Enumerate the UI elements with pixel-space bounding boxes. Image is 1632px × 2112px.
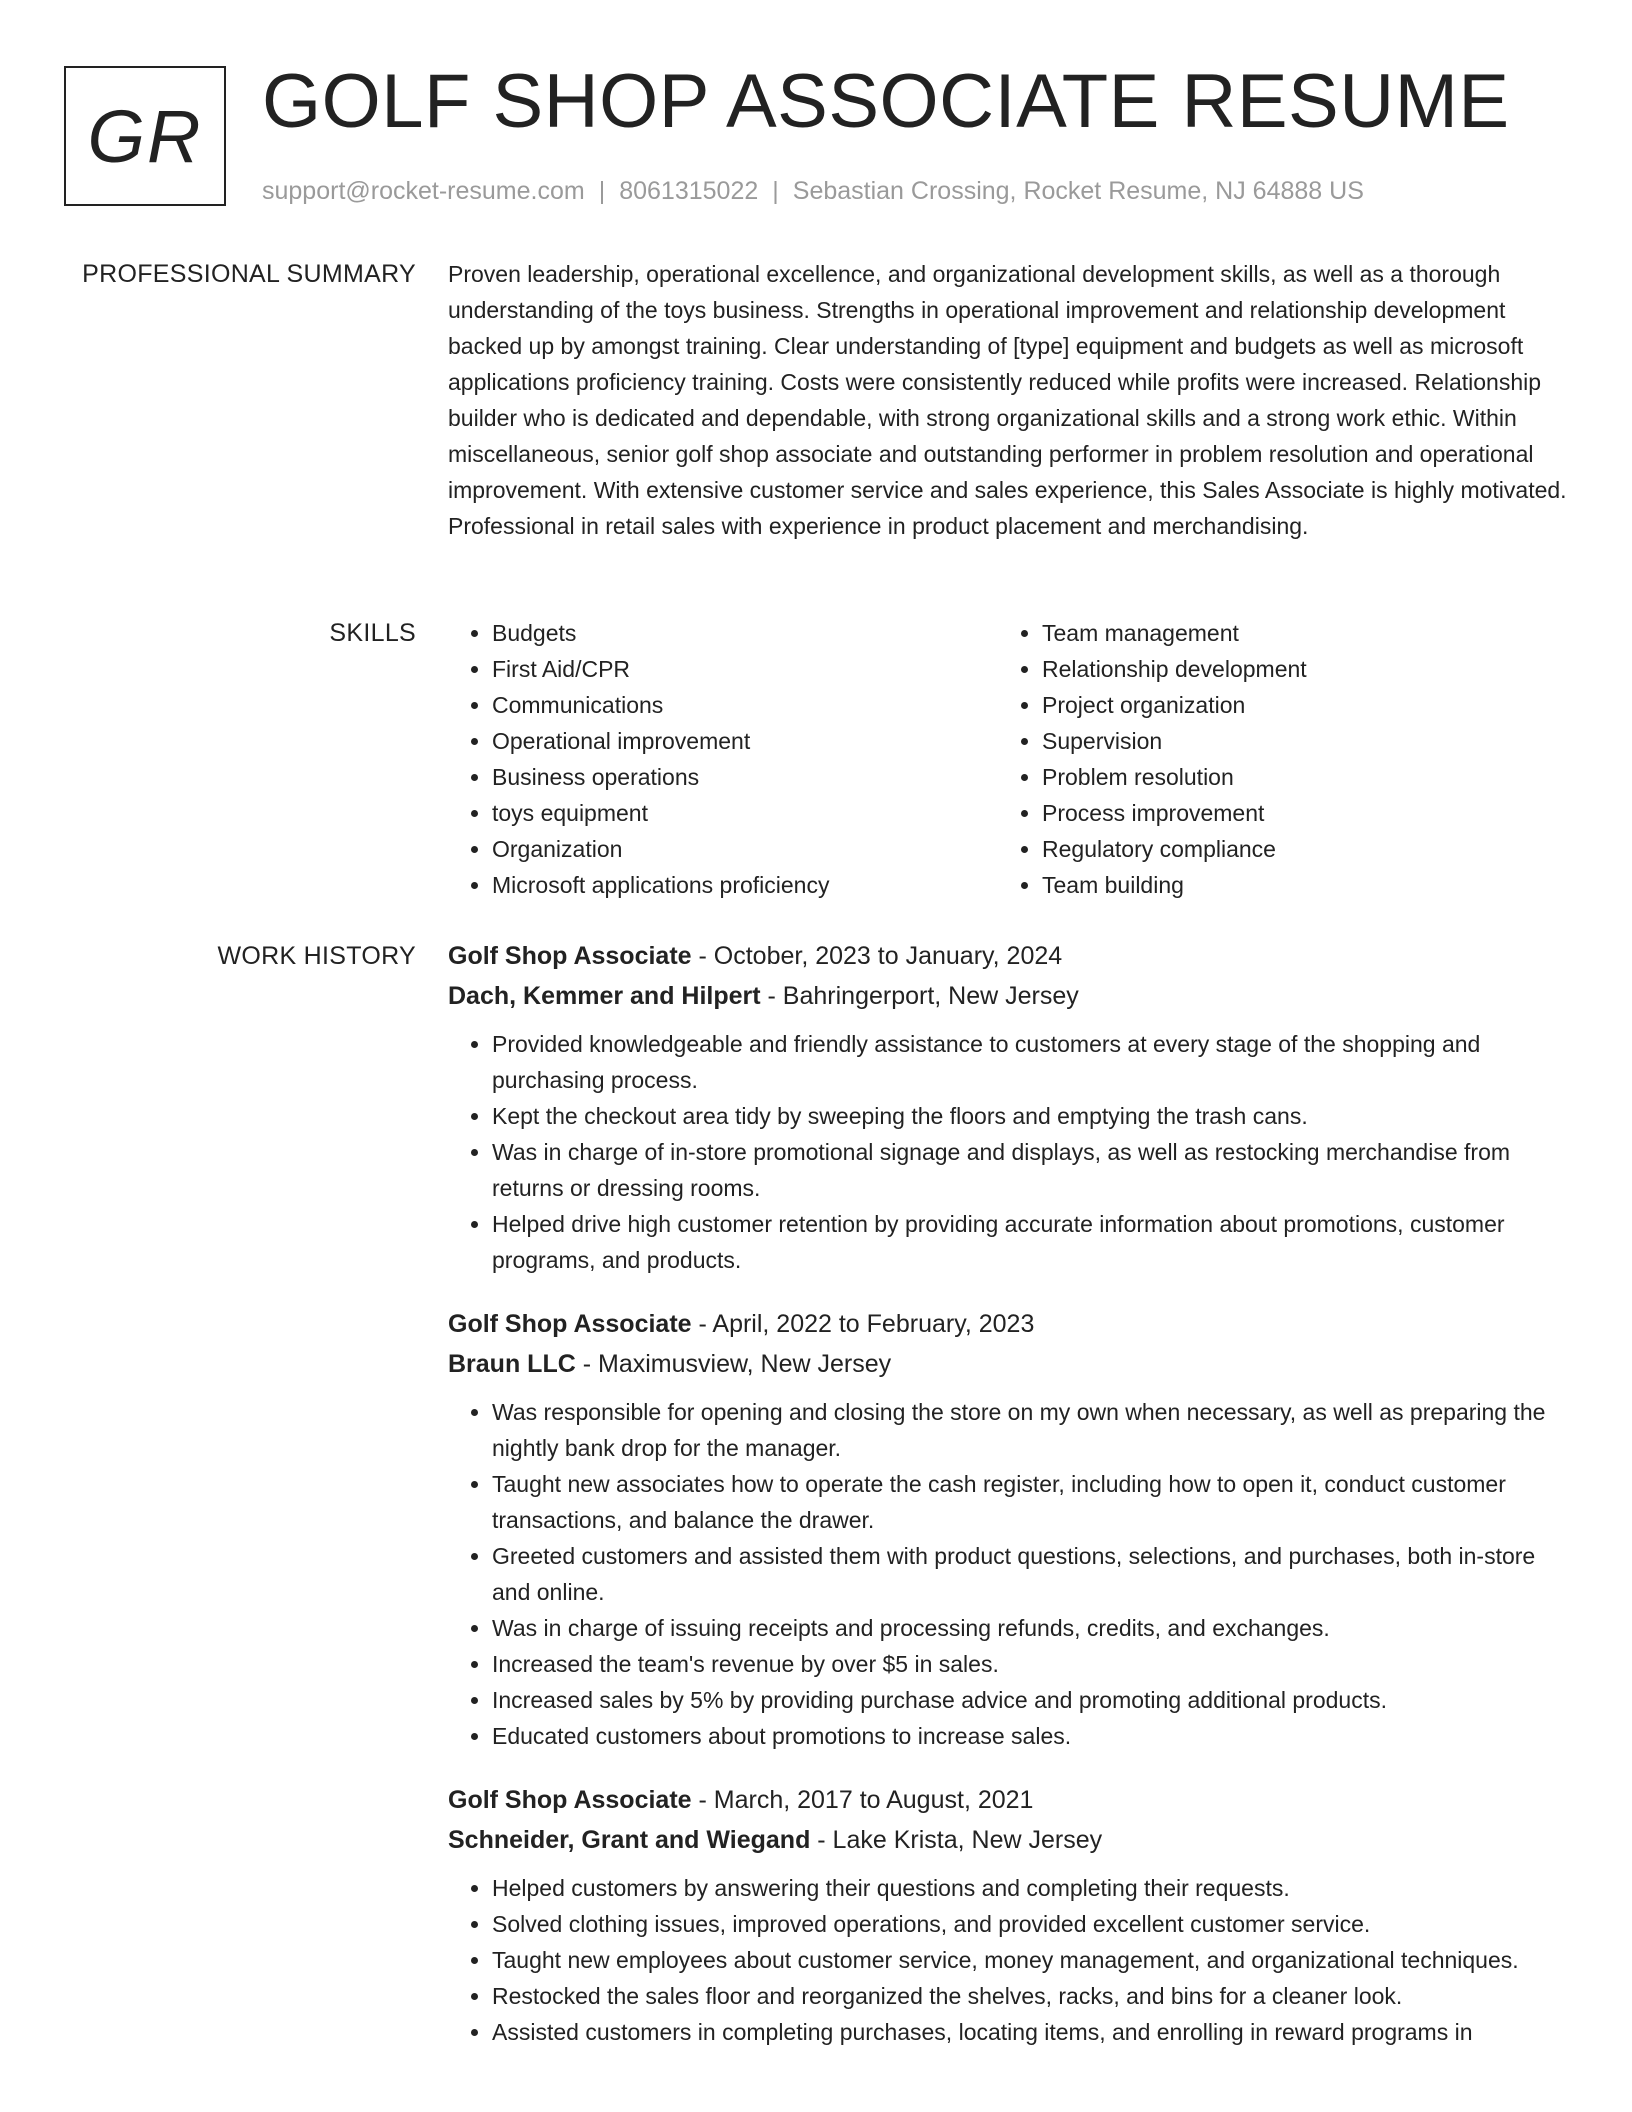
job-bullet: • Was in charge of issuing receipts and processing refunds, credits, and exchanges. xyxy=(492,1610,1572,1646)
job-bullet: • Educated customers about promotions to increase sales. xyxy=(492,1718,1572,1754)
skill-item: • Problem resolution xyxy=(1042,759,1548,795)
job-bullet: • Solved clothing issues, improved operations, and provided excellent customer service. xyxy=(492,1906,1572,1942)
job-company-line xyxy=(448,1820,1572,1860)
job-bullet: • Taught new associates how to operate the cash register, including how to open it, conduct customer transactions, and balance the drawer. xyxy=(492,1466,1572,1538)
skill-item: • Regulatory compliance xyxy=(1042,831,1548,867)
skills-list-right xyxy=(998,615,1548,903)
job-bullet: • Increased sales by 5% by providing purchase advice and promoting additional products. xyxy=(492,1682,1572,1718)
skill-item: • Supervision xyxy=(1042,723,1548,759)
skills-body xyxy=(448,615,1572,903)
job-company: Schneider, Grant and Wiegand xyxy=(448,1826,811,1854)
job-company: Braun LLC xyxy=(448,1350,576,1378)
job-entry xyxy=(448,1304,1572,1754)
job-bullet-list xyxy=(448,1870,1572,2050)
job-company: Dach, Kemmer and Hilpert xyxy=(448,982,761,1010)
job-entry xyxy=(448,936,1572,1278)
job-bullet-list xyxy=(448,1026,1572,1278)
job-bullet: • Greeted customers and assisted them with product questions, selections, and purchases, both in-store and online. xyxy=(492,1538,1572,1610)
job-dates: - March, 2017 to August, 2021 xyxy=(691,1786,1034,1814)
job-bullet: • Was responsible for opening and closing the store on my own when necessary, as well as preparing the nightly bank drop for the manager. xyxy=(492,1394,1572,1466)
skill-item: • Organization xyxy=(492,831,998,867)
skill-item: • Project organization xyxy=(1042,687,1548,723)
job-bullet: • Was in charge of in-store promotional signage and displays, as well as restocking merchandise from returns or dressing rooms. xyxy=(492,1134,1572,1206)
job-bullet: • Helped drive high customer retention by providing accurate information about promotions, customer programs, and products. xyxy=(492,1206,1572,1278)
skill-item: • Communications xyxy=(492,687,998,723)
job-bullet: • Provided knowledgeable and friendly assistance to customers at every stage of the shopping and purchasing process. xyxy=(492,1026,1572,1098)
skill-item: • toys equipment xyxy=(492,795,998,831)
job-company-line xyxy=(448,976,1572,1016)
job-bullet-list xyxy=(448,1394,1572,1754)
job-location: - Bahringerport, New Jersey xyxy=(760,982,1079,1010)
job-company-line xyxy=(448,1344,1572,1384)
job-bullet: • Kept the checkout area tidy by sweeping the floors and emptying the trash cans. xyxy=(492,1098,1572,1134)
job-title-line xyxy=(448,1780,1572,1820)
contact-separator: | xyxy=(598,177,606,205)
monogram-box xyxy=(64,66,226,206)
summary-text: Proven leadership, operational excellence, and organizational development skills, as well as a thorough understanding of the toys business. Strengths in operational improvement and relationship development backed up by amongst training. Clear understanding of [type] equipment and budgets as well as microsoft applications proficiency training. Costs were consistently reduced while profits were increased. Relationship builder who is dedicated and dependable, with strong organizational skills and a strong work ethic. Within miscellaneous, senior golf shop associate and outstanding performer in problem resolution and operational improvement. With extensive customer service and sales experience, this Sales Associate is highly motivated. Professional in retail sales with experience in product placement and merchandising. xyxy=(448,261,1567,539)
job-bullet: • Taught new employees about customer service, money management, and organizational techniques. xyxy=(492,1942,1572,1978)
skills-heading: SKILLS xyxy=(329,619,416,647)
job-bullet: • Restocked the sales floor and reorganized the shelves, racks, and bins for a cleaner look. xyxy=(492,1978,1572,2014)
job-title: Golf Shop Associate xyxy=(448,1786,692,1814)
skill-item: • Relationship development xyxy=(1042,651,1548,687)
skills-list-left xyxy=(448,615,998,903)
summary-heading: PROFESSIONAL SUMMARY xyxy=(82,260,416,288)
skill-item: • Microsoft applications proficiency xyxy=(492,867,998,903)
job-location: - Maximusview, New Jersey xyxy=(575,1350,892,1378)
skill-item: • Team building xyxy=(1042,867,1548,903)
skill-item: • Process improvement xyxy=(1042,795,1548,831)
summary-body xyxy=(448,256,1572,544)
job-title-line xyxy=(448,1304,1572,1344)
resume-title: GOLF SHOP ASSOCIATE RESUME xyxy=(262,59,1510,144)
monogram-initials: GR xyxy=(87,94,203,178)
skill-item: • Team management xyxy=(1042,615,1548,651)
skill-item: • First Aid/CPR xyxy=(492,651,998,687)
job-title-line xyxy=(448,936,1572,976)
contact-separator: | xyxy=(772,177,779,205)
job-dates: - April, 2022 to February, 2023 xyxy=(691,1310,1035,1338)
skill-item: • Operational improvement xyxy=(492,723,998,759)
job-bullet: • Helped customers by answering their questions and completing their requests. xyxy=(492,1870,1572,1906)
contact-line xyxy=(262,174,1364,208)
job-entry xyxy=(448,1780,1572,2050)
work-body xyxy=(448,936,1572,2076)
job-title: Golf Shop Associate xyxy=(448,942,692,970)
contact-email: support@rocket-resume.com xyxy=(262,177,585,205)
job-dates: - October, 2023 to January, 2024 xyxy=(691,942,1063,970)
contact-phone: 8061315022 xyxy=(619,177,759,205)
skill-item: • Business operations xyxy=(492,759,998,795)
contact-address: Sebastian Crossing, Rocket Resume, NJ 64888 US xyxy=(792,177,1364,205)
work-heading: WORK HISTORY xyxy=(217,942,416,970)
job-title: Golf Shop Associate xyxy=(448,1310,692,1338)
job-location: - Lake Krista, New Jersey xyxy=(810,1826,1103,1854)
job-bullet: • Increased the team's revenue by over $5 in sales. xyxy=(492,1646,1572,1682)
skill-item: • Budgets xyxy=(492,615,998,651)
job-bullet: • Assisted customers in completing purchases, locating items, and enrolling in reward programs in xyxy=(492,2014,1572,2050)
skills-columns xyxy=(448,615,1572,903)
